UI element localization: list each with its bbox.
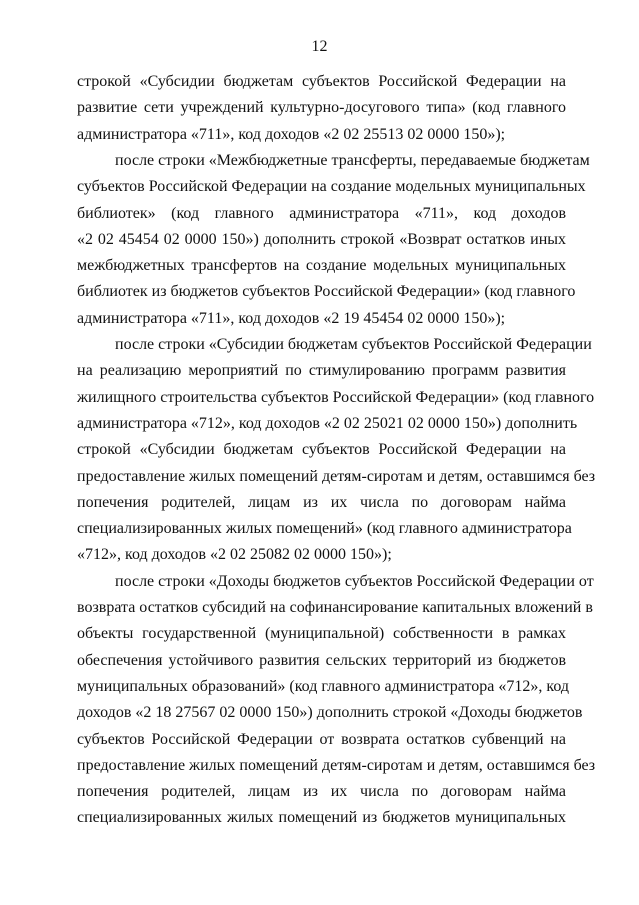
text-line: предоставление жилых помещений детям-сиротам и детям, оставшимся без: [77, 468, 596, 485]
text-line: «2 02 45454 02 0000 150») дополнить строкой «Возврат остатков иных: [77, 231, 566, 248]
text-line: субъектов Российской Федерации на создание модельных муниципальных: [77, 178, 586, 195]
text-line: субъектов Российской Федерации от возврата остатков субвенций на: [77, 731, 566, 748]
text-line: на реализацию мероприятий по стимулированию программ развития: [77, 362, 566, 379]
text-line: межбюджетных трансфертов на создание модельных муниципальных: [77, 257, 566, 274]
text-line: администратора «711», код доходов «2 02 25513 02 0000 150»);: [77, 126, 506, 143]
text-line: специализированных жилых помещений» (код главного администратора: [77, 520, 572, 537]
text-line: строкой «Субсидии бюджетам субъектов Российской Федерации на: [77, 441, 566, 458]
text-line: обеспечения устойчивого развития сельских территорий из бюджетов: [77, 652, 566, 669]
text-line: доходов «2 18 27567 02 0000 150») дополнить строкой «Доходы бюджетов: [77, 704, 583, 721]
text-line: библиотек из бюджетов субъектов Российской Федерации» (код главного: [77, 283, 576, 300]
page-number: 12: [311, 38, 328, 55]
text-line: возврата остатков субсидий на софинансирование капитальных вложений в: [77, 599, 593, 616]
text-line: администратора «711», код доходов «2 19 45454 02 0000 150»);: [77, 310, 506, 327]
text-line: предоставление жилых помещений детям-сиротам и детям, оставшимся без: [77, 757, 596, 774]
text-line: специализированных жилых помещений из бюджетов муниципальных: [77, 809, 566, 826]
text-line: строкой «Субсидии бюджетам субъектов Российской Федерации на: [77, 73, 566, 90]
text-line: библиотек» (код главного администратора «711», код доходов: [77, 205, 566, 222]
text-line: попечения родителей, лицам из их числа по договорам найма: [77, 783, 566, 800]
text-line: после строки «Субсидии бюджетам субъектов Российской Федерации: [115, 336, 592, 353]
text-line: администратора «712», код доходов «2 02 25021 02 0000 150») дополнить: [77, 415, 578, 432]
text-line: «712», код доходов «2 02 25082 02 0000 150»);: [77, 546, 392, 563]
text-line: жилищного строительства субъектов Российской Федерации» (код главного: [77, 389, 595, 406]
text-line: после строки «Доходы бюджетов субъектов Российской Федерации от: [115, 573, 594, 590]
text-line: попечения родителей, лицам из их числа по договорам найма: [77, 494, 566, 511]
text-line: муниципальных образований» (код главного администратора «712», код: [77, 678, 570, 695]
text-line: объекты государственной (муниципальной) собственности в рамках: [77, 625, 566, 642]
text-line: после строки «Межбюджетные трансферты, передаваемые бюджетам: [115, 152, 590, 169]
text-line: развитие сети учреждений культурно-досугового типа» (код главного: [77, 99, 566, 116]
